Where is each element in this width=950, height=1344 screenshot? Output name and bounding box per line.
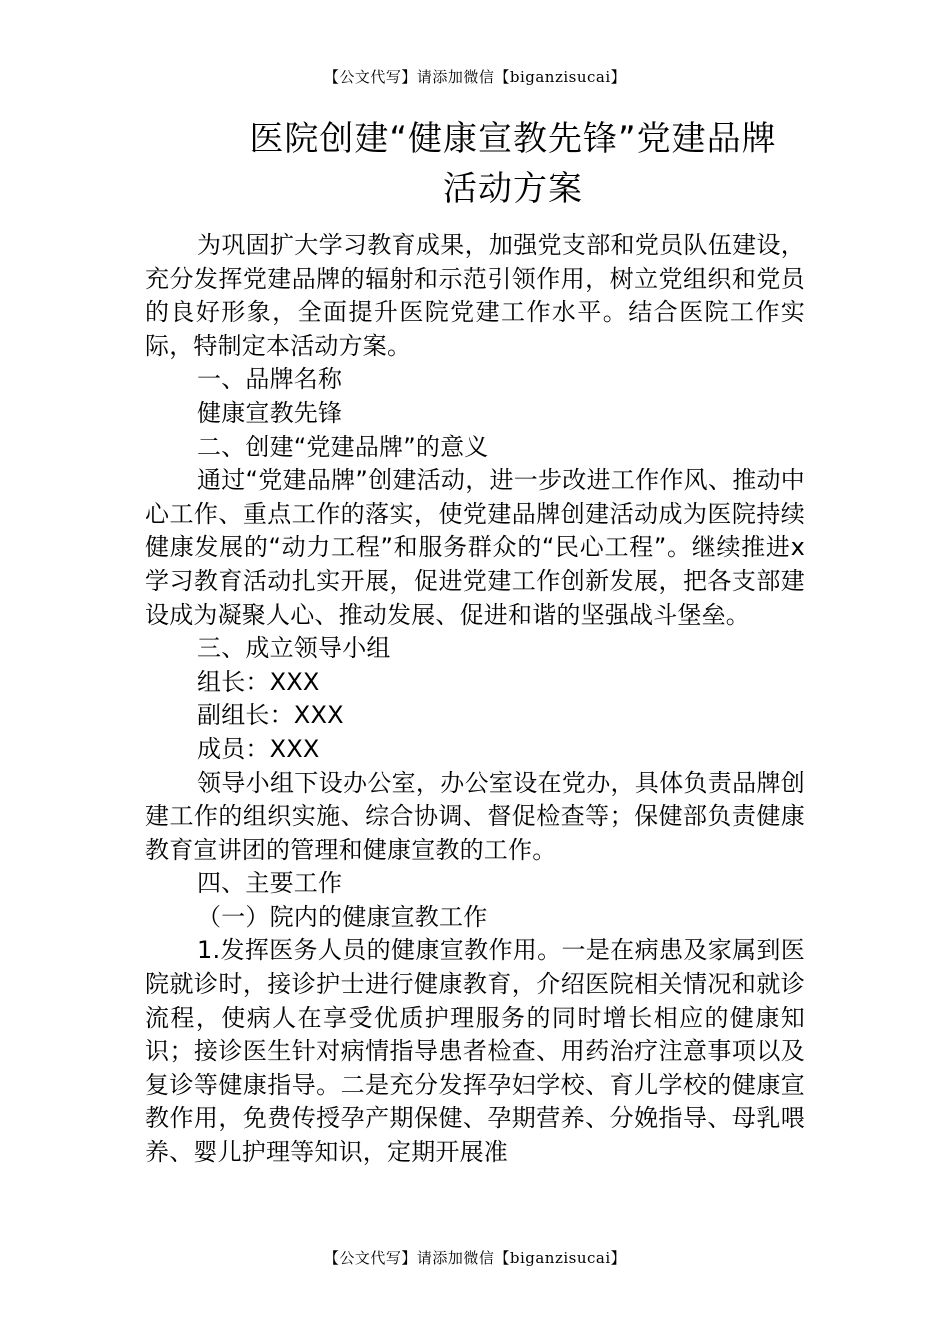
brand-name: 健康宣教先锋 [197,398,343,427]
leader-line: 组长：XXX [197,667,320,696]
document-title [228,114,798,214]
section-heading-brand-name: 一、品牌名称 [197,365,343,394]
members-line: 成员：XXX [197,734,320,763]
section-heading-leadership: 三、成立领导小组 [197,634,391,663]
office-paragraph: 领导小组下设办公室，办公室设在党办，具体负责品牌创建工作的组织实施、综合协调、督促检查等；保健部负责健康教育宣讲团的管理和健康宣教的工作。 [145,768,805,864]
section-heading-significance: 二、创建“党建品牌”的意义 [197,432,489,461]
title-line-2: 活动方案 [443,169,583,209]
page-header-note: 【公文代写】请添加微信【biganzisucai】 [323,68,627,86]
section-heading-main-work: 四、主要工作 [197,869,343,898]
significance-paragraph: 通过“党建品牌”创建活动，进一步改进工作作风、推动中心工作、重点工作的落实，使党建品牌创建活动成为医院持续健康发展的“动力工程”和服务群众的“民心工程”。继续推进x学习教育活动扎实开展，促进党建工作创新发展，把各支部建设成为凝聚人心、推动发展、促进和谐的坚强战斗堡垒。 [145,466,805,629]
work-item-paragraph: 1.发挥医务人员的健康宣教作用。一是在病患及家属到医院就诊时，接诊护士进行健康教育，介绍医院相关情况和就诊流程，使病人在享受优质护理服务的同时增长相应的健康知识；接诊医生针对病情指导患者检查、用药治疗注意事项以及复诊等健康指导。二是充分发挥孕妇学校、育儿学校的健康宣教作用，免费传授孕产期保健、孕期营养、分娩指导、母乳喂养、婴儿护理等知识，定期开展准 [145,936,805,1167]
page-footer-note: 【公文代写】请添加微信【biganzisucai】 [323,1249,627,1267]
title-line-1: 医院创建“健康宣教先锋”党建品牌 [249,119,777,159]
subsection-heading-in-hospital: （一）院内的健康宣教工作 [197,902,488,931]
document-body [145,229,805,1170]
intro-paragraph: 为巩固扩大学习教育成果，加强党支部和党员队伍建设，充分发挥党建品牌的辐射和示范引领作用，树立党组织和党员的良好形象，全面提升医院党建工作水平。结合医院工作实际，特制定本活动方案。 [145,231,805,360]
deputy-leader-line: 副组长：XXX [197,701,344,730]
